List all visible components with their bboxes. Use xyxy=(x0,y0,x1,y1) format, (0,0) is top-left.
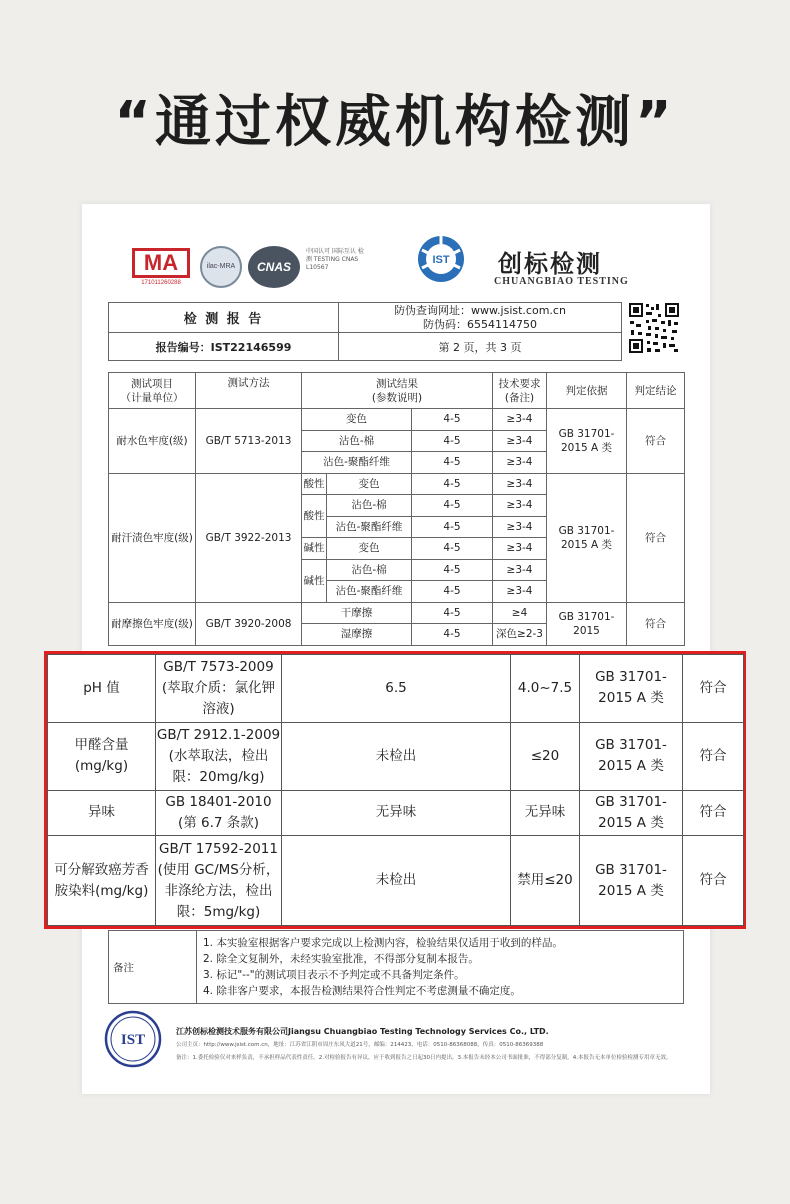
req-cell: ≥3-4 xyxy=(493,495,547,517)
method-cell: GB/T 17592-2011 (使用 GC/MS分析，非涤纶方法，检出限：5mg/kg) xyxy=(156,836,282,926)
result-cell: 6.5 xyxy=(282,655,511,723)
table-row xyxy=(48,655,744,723)
value-cell: 4-5 xyxy=(412,624,493,646)
req-cell: ≥3-4 xyxy=(493,473,547,495)
value-cell: 4-5 xyxy=(412,473,493,495)
col-header-basis: 判定依据 xyxy=(547,373,627,409)
page-headline: “通过权威机构检测” xyxy=(114,90,676,155)
alkali-label: 碱性 xyxy=(302,559,327,602)
test-results-table xyxy=(108,372,685,646)
req-cell: ≥3-4 xyxy=(493,430,547,452)
param-cell: 干摩擦 xyxy=(302,602,412,624)
value-cell: 4-5 xyxy=(412,452,493,474)
table-row xyxy=(109,602,685,624)
report-title: 检 测 报 告 xyxy=(109,303,339,333)
basis-cell: GB 31701-2015 A 类 xyxy=(580,655,683,723)
query-url: 防伪查询网址：www.jsist.com.cn xyxy=(394,303,566,317)
value-cell: 4-5 xyxy=(412,602,493,624)
param-cell: 沾色-棉 xyxy=(302,430,412,452)
basis-cell: GB 31701-2015 A 类 xyxy=(580,790,683,836)
value-cell: 4-5 xyxy=(412,430,493,452)
req-cell: ≥3-4 xyxy=(493,581,547,603)
req-cell: 无异味 xyxy=(511,790,580,836)
notes-lines xyxy=(197,931,684,1004)
highlighted-results-box xyxy=(44,651,746,929)
ma-number: 171011260288 xyxy=(141,280,181,286)
req-cell: ≥3-4 xyxy=(493,452,547,474)
alkali-label: 碱性 xyxy=(302,538,327,560)
req-cell: ≥3-4 xyxy=(493,409,547,431)
acid-label: 酸性 xyxy=(302,473,327,495)
col-header-method: 测试方法 xyxy=(196,373,302,409)
ist-logo-icon xyxy=(416,234,466,284)
basis-cell: GB 31701-2015 A 类 xyxy=(580,722,683,790)
ist-logo-text: IST xyxy=(432,254,450,266)
brand-name-en: CHUANGBIAO TESTING xyxy=(494,276,629,287)
report-header-table xyxy=(108,302,622,361)
value-cell: 4-5 xyxy=(412,559,493,581)
param-cell: 沾色-聚酯纤维 xyxy=(327,516,412,538)
param-cell: 湿摩擦 xyxy=(302,624,412,646)
req-cell: ≥3-4 xyxy=(493,516,547,538)
result-cell: 未检出 xyxy=(282,722,511,790)
param-cell: 沾色-聚酯纤维 xyxy=(327,581,412,603)
item-odor: 异味 xyxy=(48,790,156,836)
table-row xyxy=(48,790,744,836)
req-cell: 禁用≤20 xyxy=(511,836,580,926)
method-sweat: GB/T 3922-2013 xyxy=(196,473,302,602)
method-cell: GB 18401-2010 (第 6.7 条款) xyxy=(156,790,282,836)
company-name: 江苏创标检测技术服务有限公司Jiangsu Chuangbiao Testing Technology Services Co., LTD. xyxy=(176,1027,549,1036)
company-contact: 公司主页：http://www.jsist.com.cn，地址：江苏省江阴市周庄东凤大道21号，邮编：214423，电话：0510-86368088，传真：0510-86369388 xyxy=(176,1042,544,1048)
req-cell: ≥4 xyxy=(493,602,547,624)
value-cell: 4-5 xyxy=(412,538,493,560)
method-water: GB/T 5713-2013 xyxy=(196,409,302,474)
table-row xyxy=(109,409,685,431)
item-aromatic-amine: 可分解致癌芳香胺染料(mg/kg) xyxy=(48,836,156,926)
table-row xyxy=(48,836,744,926)
footer-note: 备注：1.委托检验仅对来样负责，不承担样品代表性责任。2.对检验报告有异议，应于收到报告之日起30日内提出。3.本报告未经本公司书面批准，不得部分复制。4.本报告无本单位检验检测专用章无效。 xyxy=(176,1055,672,1061)
value-cell: 4-5 xyxy=(412,409,493,431)
param-cell: 变色 xyxy=(327,473,412,495)
qr-code-icon xyxy=(628,302,680,354)
table-row xyxy=(48,722,744,790)
page-indicator: 第 2 页，共 3 页 xyxy=(339,333,622,361)
acid-label: 酸性 xyxy=(302,495,327,538)
note-line: 1. 本实验室根据客户要求完成以上检测内容，检验结果仅适用于收到的样品。 xyxy=(203,937,563,949)
conclusion-cell: 符合 xyxy=(683,655,744,723)
brand-name-cn: 创标检测 xyxy=(498,249,602,278)
ist-seal-icon xyxy=(104,1010,162,1068)
item-rub-fastness: 耐摩擦色牢度(级) xyxy=(109,602,196,645)
req-cell: ≥3-4 xyxy=(493,559,547,581)
ilac-mra-logo: ilac-MRA xyxy=(200,246,242,288)
seal-text: IST xyxy=(120,1032,146,1048)
report-footer xyxy=(176,1026,696,1063)
value-cell: 4-5 xyxy=(412,581,493,603)
param-cell: 沾色-聚酯纤维 xyxy=(302,452,412,474)
method-cell: GB/T 2912.1-2009 (水萃取法，检出限：20mg/kg) xyxy=(156,722,282,790)
conclusion-cell: 符合 xyxy=(627,473,685,602)
notes-table xyxy=(108,930,684,1004)
item-water-fastness: 耐水色牢度(级) xyxy=(109,409,196,474)
param-cell: 沾色-棉 xyxy=(327,559,412,581)
col-header-requirement: 技术要求 (备注) xyxy=(493,373,547,409)
req-cell: 4.0~7.5 xyxy=(511,655,580,723)
col-header-result: 测试结果 (参数说明) xyxy=(302,373,493,409)
conclusion-cell: 符合 xyxy=(627,409,685,474)
param-cell: 变色 xyxy=(327,538,412,560)
test-report-document xyxy=(82,204,710,1094)
basis-cell: GB 31701-2015 A 类 xyxy=(547,409,627,474)
note-line: 3. 标记"--"的测试项目表示不予判定或不具备判定条件。 xyxy=(203,969,465,981)
item-ph: pH 值 xyxy=(48,655,156,723)
conclusion-cell: 符合 xyxy=(683,790,744,836)
anti-fake-cell xyxy=(339,303,622,333)
highlighted-results-table xyxy=(47,654,744,926)
col-header-item: 测试项目 （计量单位） xyxy=(109,373,196,409)
cnas-logo: CNAS xyxy=(248,246,300,288)
req-cell: ≥3-4 xyxy=(493,538,547,560)
method-rub: GB/T 3920-2008 xyxy=(196,602,302,645)
item-sweat-fastness: 耐汗渍色牢度(级) xyxy=(109,473,196,602)
conclusion-cell: 符合 xyxy=(683,836,744,926)
anti-fake-code: 防伪码：6554114750 xyxy=(423,317,537,331)
note-line: 4. 除非客户要求，本报告检测结果符合性判定不考虑测量不确定度。 xyxy=(203,985,521,997)
param-cell: 沾色-棉 xyxy=(327,495,412,517)
col-header-conclusion: 判定结论 xyxy=(627,373,685,409)
conclusion-cell: 符合 xyxy=(627,602,685,645)
cnas-caption: 中国认可 国际互认 检测 TESTING CNAS L10567 xyxy=(306,248,364,271)
param-cell: 变色 xyxy=(302,409,412,431)
cma-logo xyxy=(132,248,190,290)
basis-cell: GB 31701-2015 A 类 xyxy=(580,836,683,926)
report-number: 报告编号：IST22146599 xyxy=(109,333,339,361)
req-cell: ≤20 xyxy=(511,722,580,790)
note-line: 2. 除全文复制外，未经实验室批准，不得部分复制本报告。 xyxy=(203,953,479,965)
table-row xyxy=(109,473,685,495)
result-cell: 无异味 xyxy=(282,790,511,836)
req-cell: 深色≥2-3 xyxy=(493,624,547,646)
value-cell: 4-5 xyxy=(412,516,493,538)
basis-cell: GB 31701-2015 xyxy=(547,602,627,645)
value-cell: 4-5 xyxy=(412,495,493,517)
conclusion-cell: 符合 xyxy=(683,722,744,790)
method-cell: GB/T 7573-2009 (萃取介质：氯化钾溶液) xyxy=(156,655,282,723)
notes-label: 备注 xyxy=(109,931,197,1004)
basis-cell: GB 31701-2015 A 类 xyxy=(547,473,627,602)
item-formaldehyde: 甲醛含量 (mg/kg) xyxy=(48,722,156,790)
result-cell: 未检出 xyxy=(282,836,511,926)
ma-mark: MA xyxy=(132,248,190,278)
